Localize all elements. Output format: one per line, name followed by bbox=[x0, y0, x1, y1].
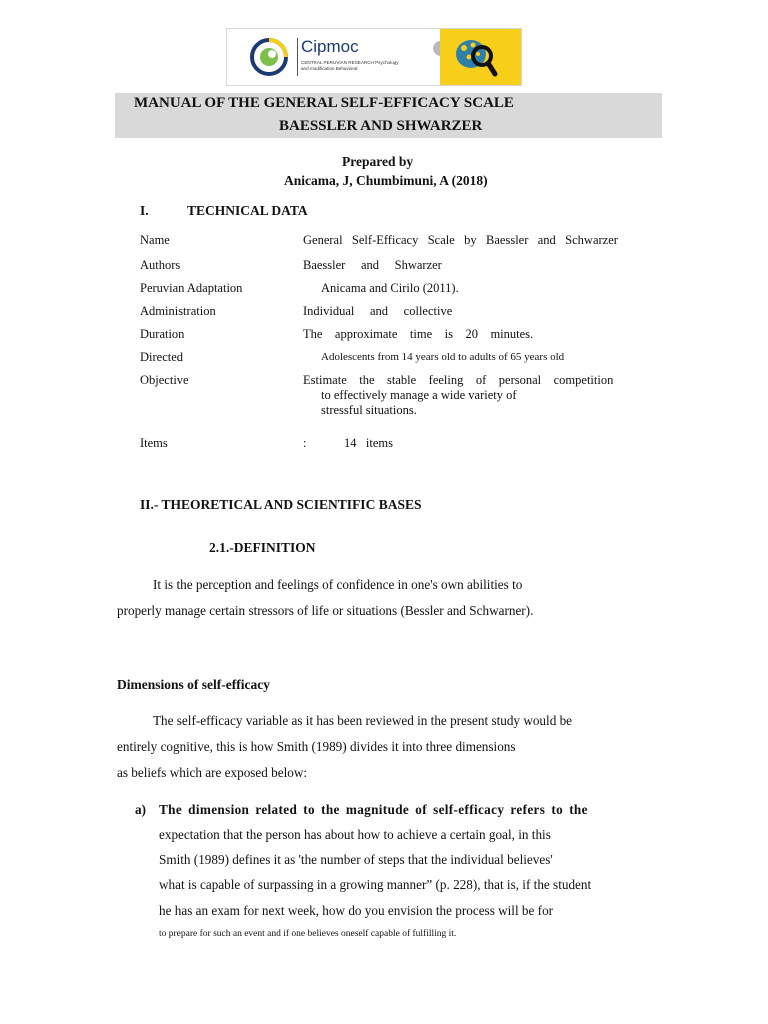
row-value-duration: The approximate time is 20 minutes. bbox=[303, 327, 534, 341]
section-1-number: I. bbox=[140, 203, 149, 218]
header-logo-banner bbox=[226, 28, 522, 86]
logo-subtitle: CENTRAL PERUVIAN RESEARCH Psychology and modification Behavioral bbox=[301, 60, 399, 71]
row-label-name: Name bbox=[140, 233, 170, 247]
row-value-name: General Self-Efficacy Scale by Baessler and Schwarzer bbox=[303, 233, 618, 247]
row-label-directed: Directed bbox=[140, 350, 184, 364]
title-line-2: BAESSLER AND SHWARZER bbox=[279, 118, 483, 134]
prepared-by-label: Prepared by bbox=[342, 154, 414, 169]
definition-line-2: properly manage certain stressors of life or situations (Bessler and Schwarner). bbox=[117, 603, 534, 618]
item-a-line-1: The dimension related to the magnitude of self-efficacy refers to the bbox=[159, 802, 588, 817]
prepared-by-authors: Anicama, J, Chumbimuni, A (2018) bbox=[284, 173, 488, 188]
row-label-items: Items bbox=[140, 436, 168, 450]
row-value-objective-line-1: Estimate the stable feeling of personal competition bbox=[303, 373, 614, 387]
row-value-directed: Adolescents from 14 years old to adults of 65 years old bbox=[321, 351, 565, 363]
item-a-line-3: Smith (1989) defines it as 'the number of steps that the individual believes' bbox=[159, 852, 553, 867]
row-value-items: 14 items bbox=[344, 436, 393, 450]
item-a-line-6: to prepare for such an event and if one believes oneself capable of fulfilling it. bbox=[159, 929, 457, 939]
row-label-authors: Authors bbox=[140, 258, 181, 272]
section-1-heading: TECHNICAL DATA bbox=[187, 203, 308, 218]
row-label-peruvian-adaptation: Peruvian Adaptation bbox=[140, 281, 243, 295]
item-a-line-4: what is capable of surpassing in a growing manner” (p. 228), that is, if the student bbox=[159, 877, 592, 892]
dimensions-paragraph-line-1: The self-efficacy variable as it has been reviewed in the present study would be bbox=[153, 713, 573, 728]
row-value-objective-line-2: to effectively manage a wide variety of bbox=[321, 388, 517, 402]
dimensions-paragraph-line-3: as beliefs which are exposed below: bbox=[117, 765, 308, 780]
section-2-heading: II.- THEORETICAL AND SCIENTIFIC BASES bbox=[140, 497, 422, 512]
section-2-1-heading: 2.1.-DEFINITION bbox=[209, 540, 316, 555]
title-line-1: MANUAL OF THE GENERAL SELF-EFFICACY SCALE bbox=[134, 95, 514, 111]
row-label-duration: Duration bbox=[140, 327, 185, 341]
row-items-colon: : bbox=[303, 436, 307, 450]
item-a-line-5: he has an exam for next week, how do you envision the process will be for bbox=[159, 903, 554, 918]
row-value-administration: Individual and collective bbox=[303, 304, 453, 318]
dimensions-heading: Dimensions of self-efficacy bbox=[117, 677, 270, 692]
item-a-line-2: expectation that the person has about how to achieve a certain goal, in this bbox=[159, 827, 551, 842]
row-value-authors: Baessler and Shwarzer bbox=[303, 258, 442, 272]
cipmoc-logo-icon bbox=[249, 35, 289, 79]
row-label-objective: Objective bbox=[140, 373, 189, 387]
dimensions-paragraph-line-2: entirely cognitive, this is how Smith (1989) divides it into three dimensions bbox=[117, 739, 516, 754]
logo-divider bbox=[297, 38, 298, 76]
row-value-objective-line-3: stressful situations. bbox=[321, 403, 417, 417]
item-a-marker: a) bbox=[135, 802, 146, 817]
logo-name: Cipmoc bbox=[301, 37, 359, 56]
definition-line-1: It is the perception and feelings of confidence in one's own abilities to bbox=[153, 577, 523, 592]
brain-magnifier-icon bbox=[453, 32, 499, 82]
row-value-peruvian-adaptation: Anicama and Cirilo (2011). bbox=[321, 281, 459, 295]
row-label-administration: Administration bbox=[140, 304, 216, 318]
